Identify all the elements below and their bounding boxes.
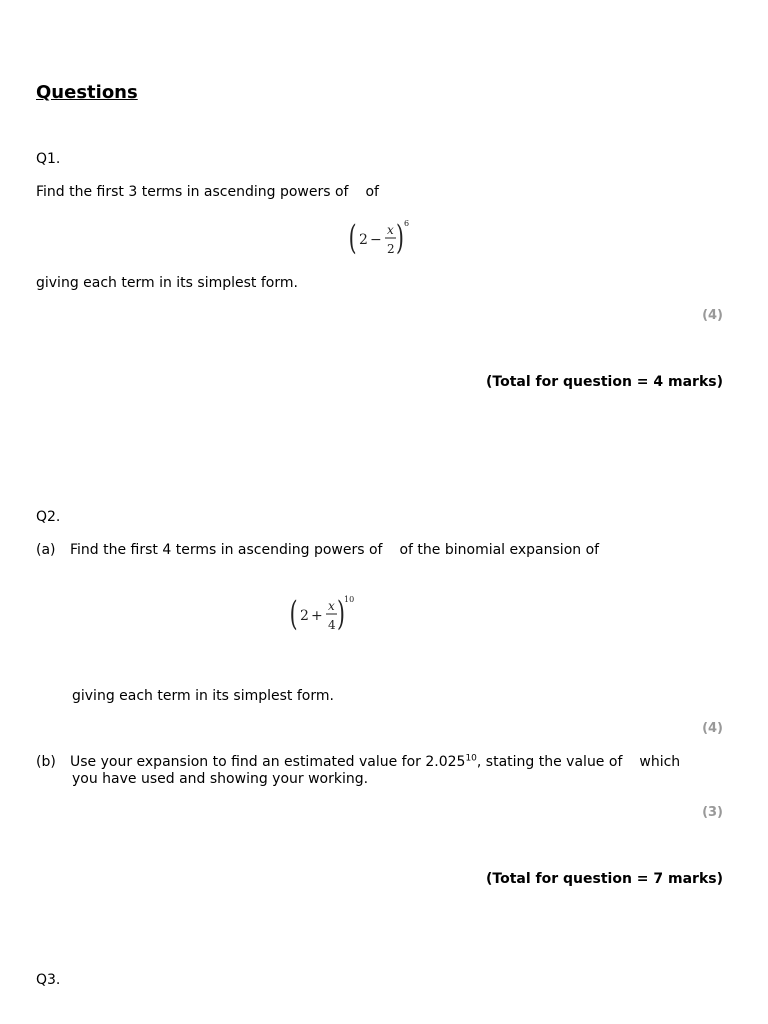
q2a-prompt-tail: of the binomial expansion of bbox=[399, 542, 600, 558]
q2a-formula bbox=[289, 592, 359, 642]
q1-left-paren: ( bbox=[348, 217, 357, 258]
q2-total: (Total for question = 7 marks) bbox=[486, 871, 723, 887]
q2b-label: (b) bbox=[36, 754, 56, 770]
page-title: Questions bbox=[36, 82, 138, 103]
q2a-formula-operator: + bbox=[311, 608, 323, 624]
q2b-marks: (3) bbox=[702, 805, 723, 820]
q1-total: (Total for question = 4 marks) bbox=[486, 374, 723, 390]
q1-formula-constant: 2 bbox=[359, 232, 368, 248]
q1-instruction: giving each term in its simplest form. bbox=[36, 275, 298, 291]
q1-prompt bbox=[36, 184, 379, 200]
q2b-text-after: , stating the value of bbox=[476, 754, 623, 770]
q1-formula-numerator: x bbox=[387, 223, 394, 237]
question-number-q1: Q1. bbox=[36, 151, 61, 167]
q2b-text-before: Use your expansion to find an estimated value for 2.025 bbox=[70, 754, 466, 770]
q1-formula bbox=[348, 216, 414, 266]
q1-formula-operator: − bbox=[370, 232, 382, 248]
q2a-prompt-text: Find the first 4 terms in ascending powers of bbox=[70, 542, 383, 558]
q1-formula-denominator: 2 bbox=[387, 242, 395, 256]
q2a-label: (a) bbox=[36, 542, 56, 558]
q2a-formula-numerator: x bbox=[328, 599, 335, 613]
q2a-instruction: giving each term in its simplest form. bbox=[72, 688, 334, 704]
q1-right-paren: ) bbox=[396, 217, 404, 258]
q2b-line2: you have used and showing your working. bbox=[72, 771, 369, 787]
q2b-text-tail: which bbox=[639, 754, 681, 770]
question-number-q2: Q2. bbox=[36, 509, 61, 525]
q2a-right-paren: ) bbox=[337, 593, 345, 634]
question-number-q3: Q3. bbox=[36, 972, 61, 988]
q2b-prompt bbox=[70, 754, 680, 770]
q2a-left-paren: ( bbox=[289, 593, 298, 634]
q1-prompt-text: Find the first 3 terms in ascending powers of bbox=[36, 184, 349, 200]
q2a-formula-exponent: 10 bbox=[344, 595, 355, 604]
q2a-prompt bbox=[70, 542, 599, 558]
q2a-formula-denominator: 4 bbox=[328, 618, 336, 632]
q1-formula-exponent: 6 bbox=[404, 219, 410, 228]
q2a-formula-constant: 2 bbox=[300, 608, 309, 624]
q2b-power: 10 bbox=[465, 753, 477, 764]
q1-marks: (4) bbox=[702, 308, 723, 323]
q2a-marks: (4) bbox=[702, 721, 723, 736]
q1-prompt-tail: of bbox=[365, 184, 379, 200]
